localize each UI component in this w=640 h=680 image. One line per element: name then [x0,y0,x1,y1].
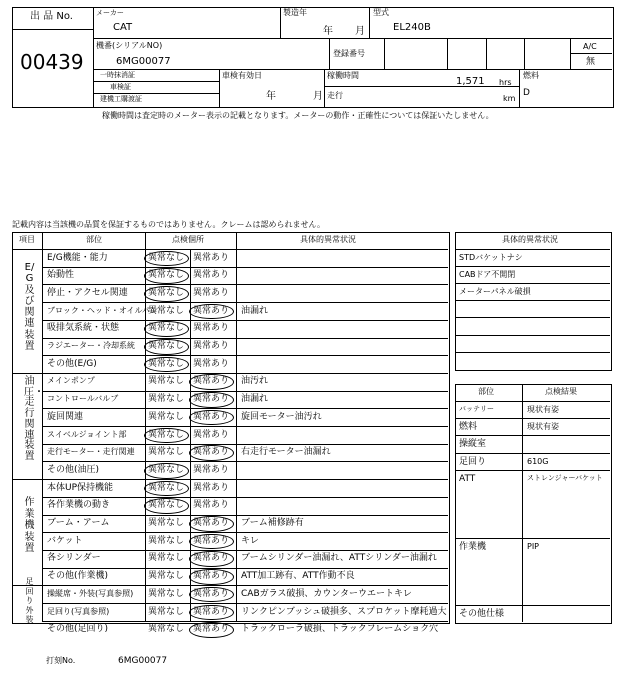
table-row-part: その他(足回り) [47,624,109,635]
table-row-part: 走行モーター・走行関連 [47,447,135,457]
abnormal-option: 異常あり [193,394,230,405]
table-row-part: メインポンプ [47,376,95,386]
normal-option: 異常なし [148,588,185,599]
maker-label: メーカー [96,9,124,17]
normal-selected-mark [144,268,189,284]
abnormal-option: 異常あり [193,588,230,599]
table-row-part: その他(油圧) [47,464,100,475]
serial-value: 6MG00077 [116,56,171,67]
abnormal-option: 異常あり [193,358,230,369]
shuppin-number: 00439 [20,50,84,74]
side-result-value: 610G [527,457,549,466]
year-unit: 年 [323,26,333,37]
abnormal-option: 異常あり [193,252,230,263]
table-row-part: 操縦席・外装(写真参照) [47,588,134,598]
table-row-detail: 油漏れ [241,305,269,316]
normal-selected-mark [144,251,189,267]
normal-option: 異常なし [148,553,185,564]
abnormal-option: 異常あり [193,341,230,351]
temp-cancel-label: 一時抹消証 [100,71,135,79]
side-result-value: PIP [527,542,540,551]
abnormal-option: 異常あり [193,323,230,334]
normal-option: 異常なし [148,305,185,316]
normal-option: 異常なし [148,252,185,263]
table-row-part: スイベルジョイント部 [47,429,127,439]
table-row-detail: CABガラス破損、カウンターウエートキレ [241,588,412,599]
side-result-part: 操縦室 [459,439,487,449]
abnormal-selected-mark [189,516,234,532]
table-row-part: 吸排気系統・状態 [47,323,120,334]
table-row-part: その他(作業機) [47,571,109,582]
normal-option: 異常なし [148,518,185,528]
side-result-value: ストレンジャーバケット [527,474,603,482]
abnormal-option: 異常あり [193,518,230,528]
normal-option: 異常なし [148,571,185,582]
model-label: 型式 [373,8,389,17]
side-part-header: 部位 [478,387,494,396]
normal-option: 異常なし [148,606,185,617]
abnormal-option: 異常あり [193,553,230,564]
side-result-value: 現状有姿 [527,405,559,414]
table-row-detail: 旋回モーター油汚れ [241,411,322,422]
abnormal-selected-mark [189,622,234,638]
table-row-part: E/G機能・能力 [47,252,108,263]
abnormal-option: 異常あり [193,624,230,635]
side-result-part: その他仕様 [459,609,505,619]
table-row-part: その他(E/G) [47,358,97,369]
side-result-table [455,384,612,624]
side-result-part: 燃料 [459,422,478,432]
km-unit: km [503,94,516,103]
hours-value: 1,571 [456,76,485,87]
side-result-part: 作業機 [459,542,487,552]
abnormal-option: 異常あり [193,305,230,316]
abnormal-selected-mark [189,374,234,390]
abnormal-option: 異常あり [193,287,230,298]
normal-option: 異常なし [148,323,185,334]
abnormal-option: 異常あり [193,376,230,387]
shaken-year-unit: 年 [266,91,276,102]
normal-selected-mark [144,339,189,355]
group-work-label: 作業機装置 [24,497,35,554]
table-row-part: ブロック・ヘッド・オイルパン [47,305,158,315]
col-part-header: 部位 [86,235,102,244]
normal-selected-mark [144,428,189,444]
table-row-part: バケット [47,535,83,546]
table-row-part: 旋回関連 [47,411,84,422]
normal-option: 異常なし [148,394,185,405]
normal-option: 異常なし [148,447,185,458]
abnormal-option: 異常あり [193,606,230,617]
table-row-part: 始動性 [47,270,75,281]
table-row-part: ラジエーター・冷却系統 [47,341,135,350]
normal-option: 異常なし [148,482,185,493]
abnormal-option: 異常あり [193,571,230,582]
normal-option: 異常なし [148,341,185,351]
year-label: 製造年 [283,8,307,17]
shaken-month-unit: 月 [313,91,323,102]
serial-label: 機番(シリアルNO) [96,41,163,50]
abnormal-option: 異常あり [193,535,230,546]
group-eg-label: E/G及び関連装置 [24,262,35,353]
normal-selected-mark [144,463,189,479]
fuel-value: D [523,88,530,98]
abnormal-selected-mark [189,304,234,320]
disclaimer: 記載内容は当該機の品質を保証するものではありません。クレームは認められません。 [12,220,325,229]
abnormal-selected-mark [189,569,234,585]
group-foot-label: 足回り外装 [25,577,34,624]
stamp-value: 6MG00077 [118,656,168,666]
table-row-part: 停止・アクセル関連 [47,287,128,298]
normal-selected-mark [144,498,189,514]
registration-label: 登録番号 [333,49,365,58]
col-item-header: 項目 [19,235,35,244]
abnormal-option: 異常あり [193,464,230,475]
stamp-label: 打刻No. [46,656,76,665]
hours-label: 稼働時間 [327,71,359,80]
table-row-detail: ブーム補修跡有 [241,518,304,528]
table-row-detail: トラックローラ破損、トラックフレームショク穴 [241,624,439,635]
normal-option: 異常なし [148,270,185,281]
normal-option: 異常なし [148,358,185,369]
normal-option: 異常なし [148,411,185,422]
ac-label: A/C [583,42,597,51]
abnormal-option: 異常あり [193,411,230,422]
shaken-valid-label: 車検有効日 [222,71,262,80]
table-row-part: 足回り(写真参照) [47,606,110,616]
side-result-part: ATT [459,474,476,484]
table-row-part: 各シリンダー [47,553,101,564]
side-result-header: 点検結果 [545,387,577,396]
normal-selected-mark [144,321,189,337]
normal-option: 異常なし [148,287,185,298]
month-unit: 月 [355,26,365,37]
abnormal-selected-mark [189,392,234,408]
normal-option: 異常なし [148,464,185,475]
col-detail-header: 具体的異常状況 [300,235,356,244]
hours-unit: hrs [499,78,512,87]
abnormal-selected-mark [189,605,234,621]
special-vehicle-label: 建機工購渡証 [100,95,142,103]
side-result-value: 現状有姿 [527,422,559,431]
normal-option: 異常なし [148,500,185,511]
table-row-detail: リンクピンブッシュ破損多、スプロケット摩耗過大 [241,606,447,617]
abnormal-option: 異常あり [193,500,230,511]
table-row-part: ブーム・アーム [47,518,110,528]
ac-value: 無 [586,57,596,67]
table-row-part: コントロールバルブ [47,394,119,404]
group-hyd-label: 油圧・走行関連装置 [24,376,44,462]
table-row-part: 各作業機の動き [47,500,111,511]
table-row-detail: 油汚れ [241,376,269,387]
normal-option: 異常なし [148,429,185,440]
col-check-header: 点検個所 [172,235,204,244]
side-detail-header: 具体的異常状況 [502,235,558,244]
table-row-detail: 油漏れ [241,394,269,405]
table-row-detail: ブームシリンダー油漏れ、ATTシリンダー油漏れ [241,553,437,564]
side-detail-item: STDバケットナシ [459,253,523,262]
table-row-detail: ATT加工跡有、ATT作動不良 [241,571,355,582]
travel-label: 走行 [327,91,343,100]
abnormal-option: 異常あり [193,270,230,281]
normal-option: 異常なし [148,535,185,546]
fuel-label: 燃料 [523,71,539,80]
normal-option: 異常なし [148,376,185,387]
abnormal-selected-mark [189,445,234,461]
abnormal-selected-mark [189,551,234,567]
shaken-label: 車検証 [110,83,131,91]
normal-option: 異常なし [148,624,185,635]
model-value: EL240B [393,22,431,33]
side-detail-item: メーターパネル破損 [459,287,531,297]
normal-selected-mark [144,481,189,497]
normal-selected-mark [144,286,189,302]
abnormal-option: 異常あり [193,429,230,440]
abnormal-option: 異常あり [193,482,230,493]
abnormal-option: 異常あり [193,447,230,458]
hours-notice: 稼働時間は査定時のメーター表示の記載となります。メーターの動作・正確性については保証いたしません。 [102,111,494,120]
side-result-part: 足回り [459,457,487,467]
table-row-detail: キレ [241,535,259,546]
table-row-part: 本体UP保持機能 [47,482,114,493]
side-result-part: バッテリー [459,405,494,413]
side-detail-item: CABドア不開閉 [459,270,516,280]
shuppin-label: 出 品 No. [30,11,73,22]
maker-value: CAT [113,22,133,33]
table-row-detail: 右走行モーター油漏れ [241,447,331,458]
